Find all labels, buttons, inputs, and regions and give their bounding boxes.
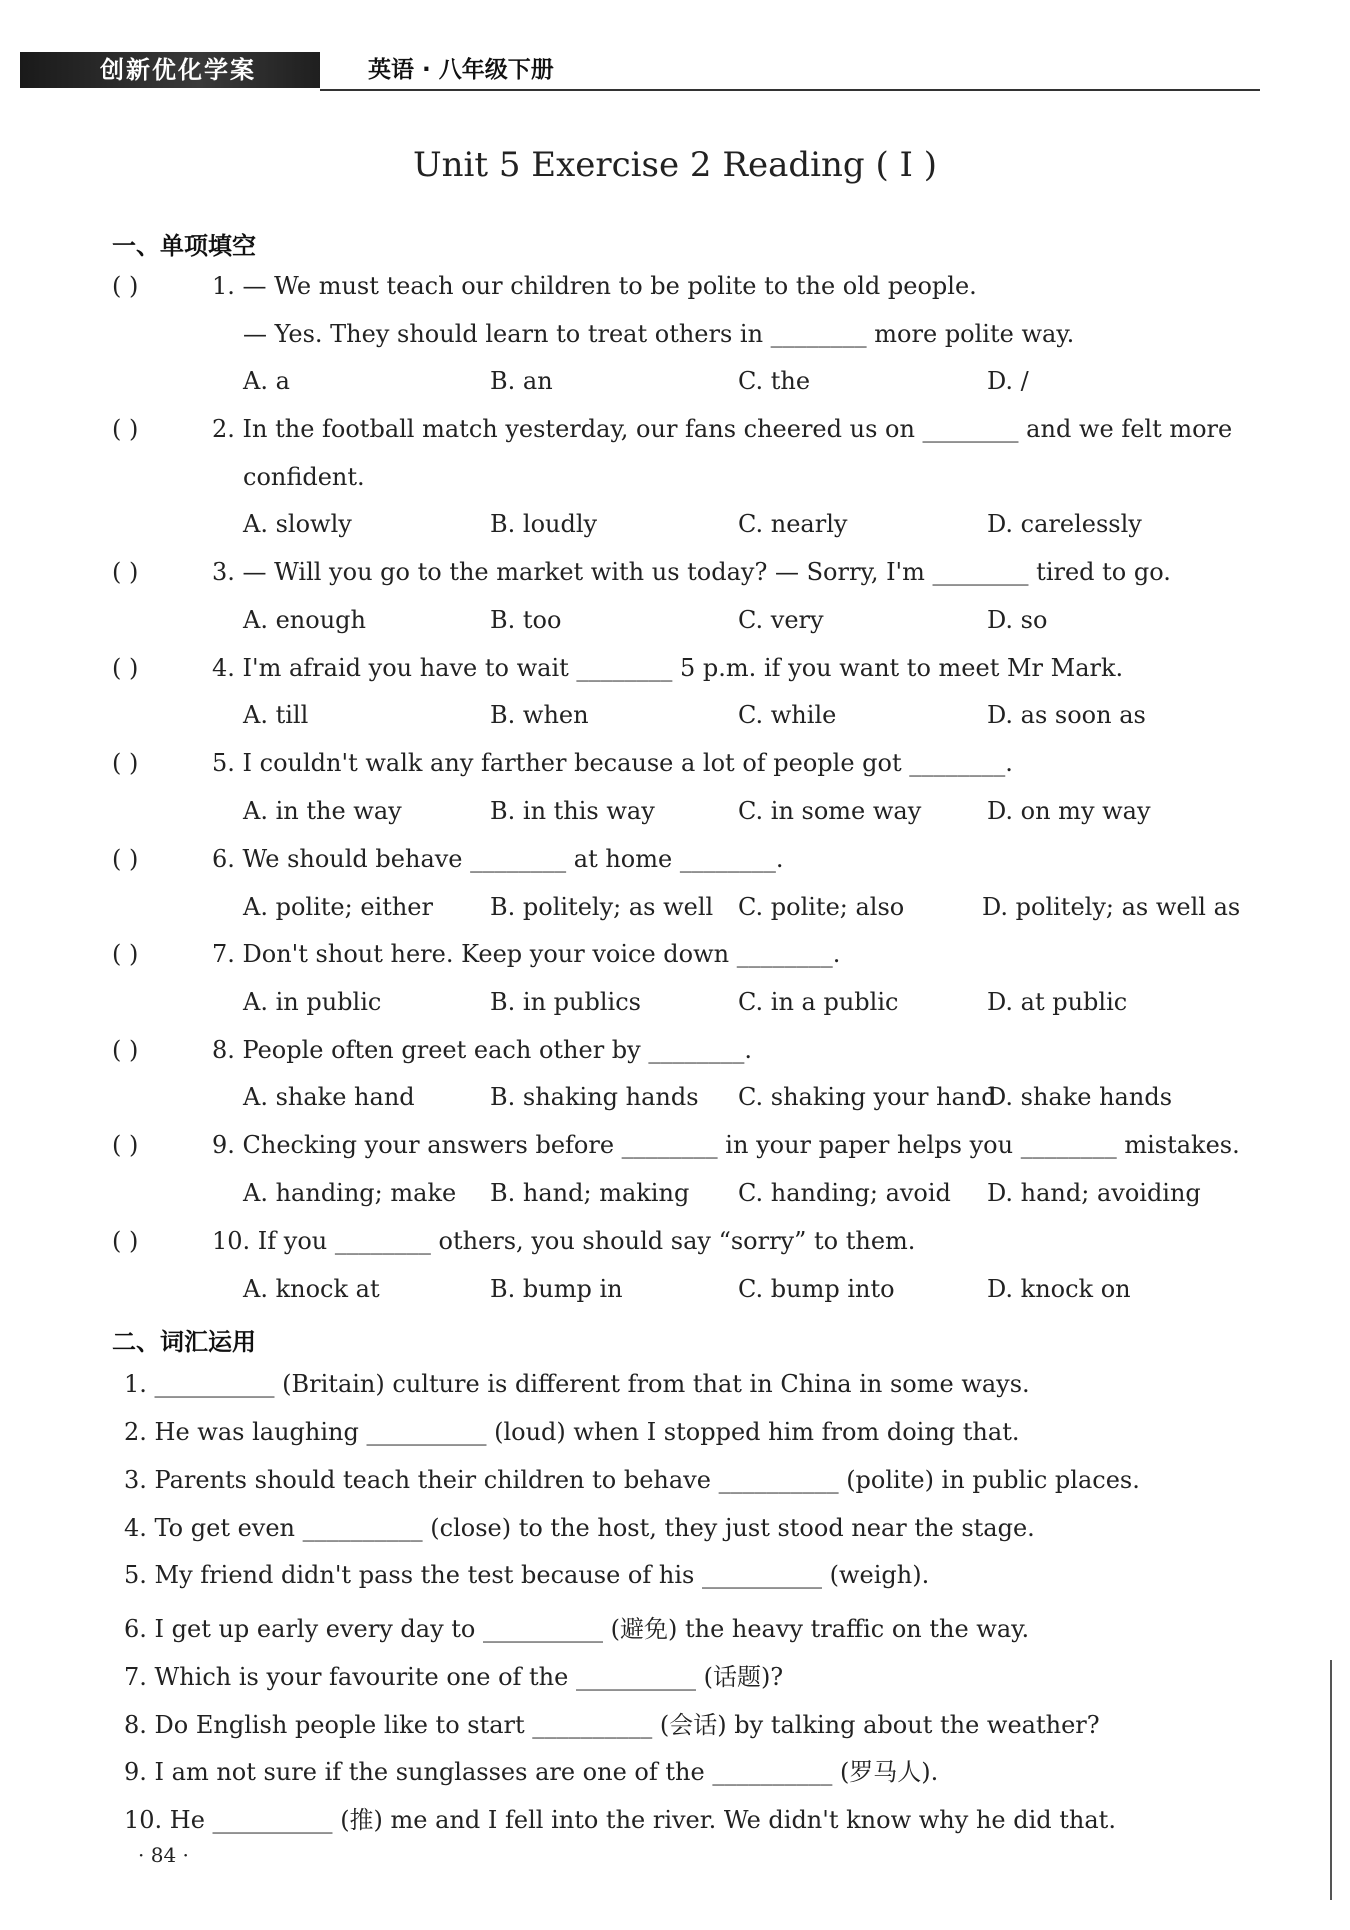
- question-7: [112, 940, 840, 968]
- answer-paren[interactable]: ( ): [112, 1227, 139, 1255]
- answer-paren[interactable]: ( ): [112, 415, 139, 443]
- vocab-item-2: 2. He was laughing __________ (loud) when I stopped him from doing that.: [124, 1418, 1020, 1446]
- answer-paren[interactable]: ( ): [112, 1131, 139, 1159]
- section-1-heading: 一、单项填空: [112, 232, 256, 260]
- option-c: C. while: [738, 701, 837, 729]
- option-a: A. shake hand: [243, 1083, 415, 1111]
- option-b: B. hand; making: [490, 1179, 690, 1207]
- question-2: [112, 415, 1232, 443]
- option-b: B. politely; as well: [490, 893, 714, 921]
- question-stem-cont: — Yes. They should learn to treat others in ________ more polite way.: [243, 320, 1075, 348]
- option-d: D. carelessly: [987, 510, 1142, 538]
- answer-paren[interactable]: ( ): [112, 272, 139, 300]
- option-a: A. enough: [243, 606, 366, 634]
- question-1: [112, 272, 977, 300]
- option-d: D. hand; avoiding: [987, 1179, 1201, 1207]
- question-6: [112, 845, 783, 873]
- question-stem-cont: confident.: [243, 463, 365, 491]
- answer-paren[interactable]: ( ): [112, 654, 139, 682]
- option-c: C. in a public: [738, 988, 899, 1016]
- option-b: B. too: [490, 606, 562, 634]
- option-a: A. in public: [243, 988, 382, 1016]
- option-d: D. /: [987, 367, 1029, 395]
- book-title: 英语 · 八年级下册: [368, 57, 554, 83]
- vocab-item-10: 10. He __________ (推) me and I fell into the river. We didn't know why he did that.: [124, 1806, 1116, 1834]
- answer-paren[interactable]: ( ): [112, 940, 139, 968]
- vocab-item-1: 1. __________ (Britain) culture is different from that in China in some ways.: [124, 1370, 1030, 1398]
- option-d: D. knock on: [987, 1275, 1131, 1303]
- question-stem: 1. — We must teach our children to be polite to the old people.: [212, 272, 977, 300]
- question-stem: 8. People often greet each other by ________.: [212, 1036, 752, 1064]
- brand-banner: 创新优化学案: [20, 52, 320, 88]
- answer-paren[interactable]: ( ): [112, 749, 139, 777]
- option-a: A. handing; make: [243, 1179, 457, 1207]
- question-stem: 3. — Will you go to the market with us today? — Sorry, I'm ________ tired to go.: [212, 558, 1171, 586]
- option-c: C. shaking your hand: [738, 1083, 997, 1111]
- question-9: [112, 1131, 1240, 1159]
- question-stem: 2. In the football match yesterday, our fans cheered us on ________ and we felt more: [212, 415, 1233, 443]
- option-d: D. so: [987, 606, 1048, 634]
- vocab-item-5: 5. My friend didn't pass the test because of his __________ (weigh).: [124, 1561, 930, 1589]
- option-d: D. on my way: [987, 797, 1151, 825]
- option-a: A. polite; either: [243, 893, 433, 921]
- question-stem: 4. I'm afraid you have to wait ________ 5 p.m. if you want to meet Mr Mark.: [212, 654, 1124, 682]
- option-a: A. slowly: [243, 510, 352, 538]
- question-stem: 7. Don't shout here. Keep your voice down ________.: [212, 940, 841, 968]
- option-c: C. polite; also: [738, 893, 905, 921]
- option-b: B. shaking hands: [490, 1083, 699, 1111]
- option-d: D. shake hands: [987, 1083, 1173, 1111]
- answer-paren[interactable]: ( ): [112, 558, 139, 586]
- option-a: A. a: [243, 367, 290, 395]
- option-c: C. handing; avoid: [738, 1179, 951, 1207]
- option-b: B. bump in: [490, 1275, 623, 1303]
- question-stem: 5. I couldn't walk any farther because a lot of people got ________.: [212, 749, 1013, 777]
- option-a: A. till: [243, 701, 309, 729]
- option-b: B. loudly: [490, 510, 598, 538]
- option-c: C. the: [738, 367, 811, 395]
- option-a: A. in the way: [243, 797, 402, 825]
- question-stem: 10. If you ________ others, you should say “sorry” to them.: [212, 1227, 916, 1255]
- option-b: B. when: [490, 701, 589, 729]
- option-b: B. an: [490, 367, 553, 395]
- option-c: C. nearly: [738, 510, 848, 538]
- option-d: D. at public: [987, 988, 1128, 1016]
- question-stem: 6. We should behave ________ at home ________.: [212, 845, 784, 873]
- question-8: [112, 1036, 752, 1064]
- option-b: B. in this way: [490, 797, 655, 825]
- question-stem: 9. Checking your answers before ________ in your paper helps you ________ mistakes.: [212, 1131, 1240, 1159]
- vocab-item-8: 8. Do English people like to start __________ (会话) by talking about the weather?: [124, 1711, 1100, 1739]
- option-d: D. as soon as: [987, 701, 1146, 729]
- option-c: C. in some way: [738, 797, 922, 825]
- question-5: [112, 749, 1013, 777]
- vocab-item-6: 6. I get up early every day to __________ (避免) the heavy traffic on the way.: [124, 1615, 1030, 1643]
- vocab-item-4: 4. To get even __________ (close) to the host, they just stood near the stage.: [124, 1514, 1035, 1542]
- vocab-item-3: 3. Parents should teach their children to behave __________ (polite) in public places.: [124, 1466, 1140, 1494]
- question-10: [112, 1227, 915, 1255]
- header-rule: [320, 89, 1260, 91]
- section-2-heading: 二、词汇运用: [112, 1328, 256, 1356]
- answer-paren[interactable]: ( ): [112, 845, 139, 873]
- option-c: C. very: [738, 606, 824, 634]
- page-edge-rule: [1330, 1660, 1332, 1900]
- question-4: [112, 654, 1123, 682]
- option-c: C. bump into: [738, 1275, 895, 1303]
- question-3: [112, 558, 1171, 586]
- option-d: D. politely; as well as: [982, 893, 1241, 921]
- vocab-item-7: 7. Which is your favourite one of the __________ (话题)?: [124, 1663, 784, 1691]
- option-b: B. in publics: [490, 988, 641, 1016]
- page-number: · 84 ·: [138, 1843, 189, 1867]
- option-a: A. knock at: [243, 1275, 380, 1303]
- vocab-item-9: 9. I am not sure if the sunglasses are one of the __________ (罗马人).: [124, 1758, 939, 1786]
- answer-paren[interactable]: ( ): [112, 1036, 139, 1064]
- page-title: Unit 5 Exercise 2 Reading ( Ⅰ ): [412, 145, 938, 185]
